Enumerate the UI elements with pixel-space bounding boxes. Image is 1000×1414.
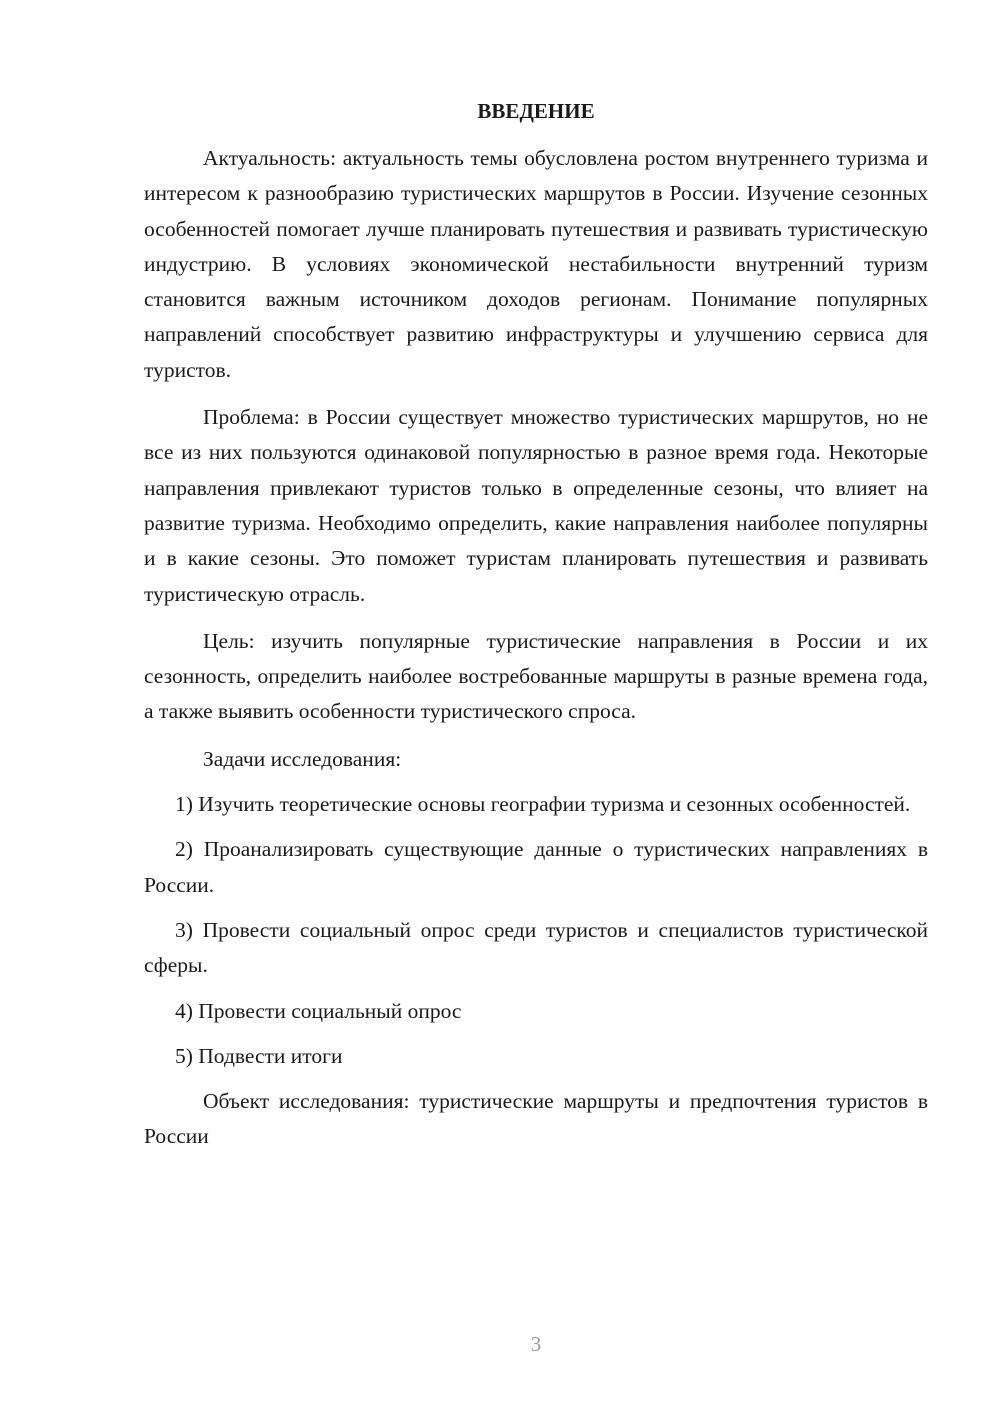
task-item-2: 2) Проанализировать существующие данные о туристических направлениях в России. [144, 837, 928, 897]
document-title: ВВЕДЕНИЕ [477, 99, 595, 123]
document-page [144, 94, 928, 1167]
task-item-5: 5) Подвести итоги [175, 1043, 343, 1068]
page-number: 3 [530, 1332, 542, 1356]
problem-paragraph: Проблема: в России существует множество туристических маршрутов, но не все из них пользуются одинаковой популярностью в разное время года. Некоторые направления привлекают туристов только в определенные сезоны, что влияет на развитие туризма. Необходимо определить, какие направления наиболее популярны и в какие сезоны. Это поможет туристам планировать путешествия и развивать туристическую отрасль. [144, 405, 928, 606]
task-item-3: 3) Провести социальный опрос среди туристов и специалистов туристической сферы. [144, 917, 928, 978]
task-item-1: 1) Изучить теоретические основы географии туризма и сезонных особенностей. [175, 792, 911, 817]
object-paragraph: Объект исследования: туристические маршруты и предпочтения туристов в России [144, 1089, 928, 1149]
task-item-4: 4) Провести социальный опрос [175, 998, 462, 1023]
goal-paragraph: Цель: изучить популярные туристические направления в России и их сезонность, определить наиболее востребованные маршруты в разные времена года, а также выявить особенности туристического спроса. [144, 628, 928, 724]
relevance-paragraph: Актуальность: актуальность темы обусловлена ростом внутреннего туризма и интересом к разнообразию туристических маршрутов в России. Изучение сезонных особенностей помогает лучше планировать путешествия и развивать туристическую индустрию. В условиях экономической нестабильности внутренний туризм становится важным источником доходов регионам. Понимание популярных направлений способствует развитию инфраструктуры и улучшению сервиса для туристов. [144, 146, 928, 382]
tasks-heading: Задачи исследования: [203, 746, 402, 771]
